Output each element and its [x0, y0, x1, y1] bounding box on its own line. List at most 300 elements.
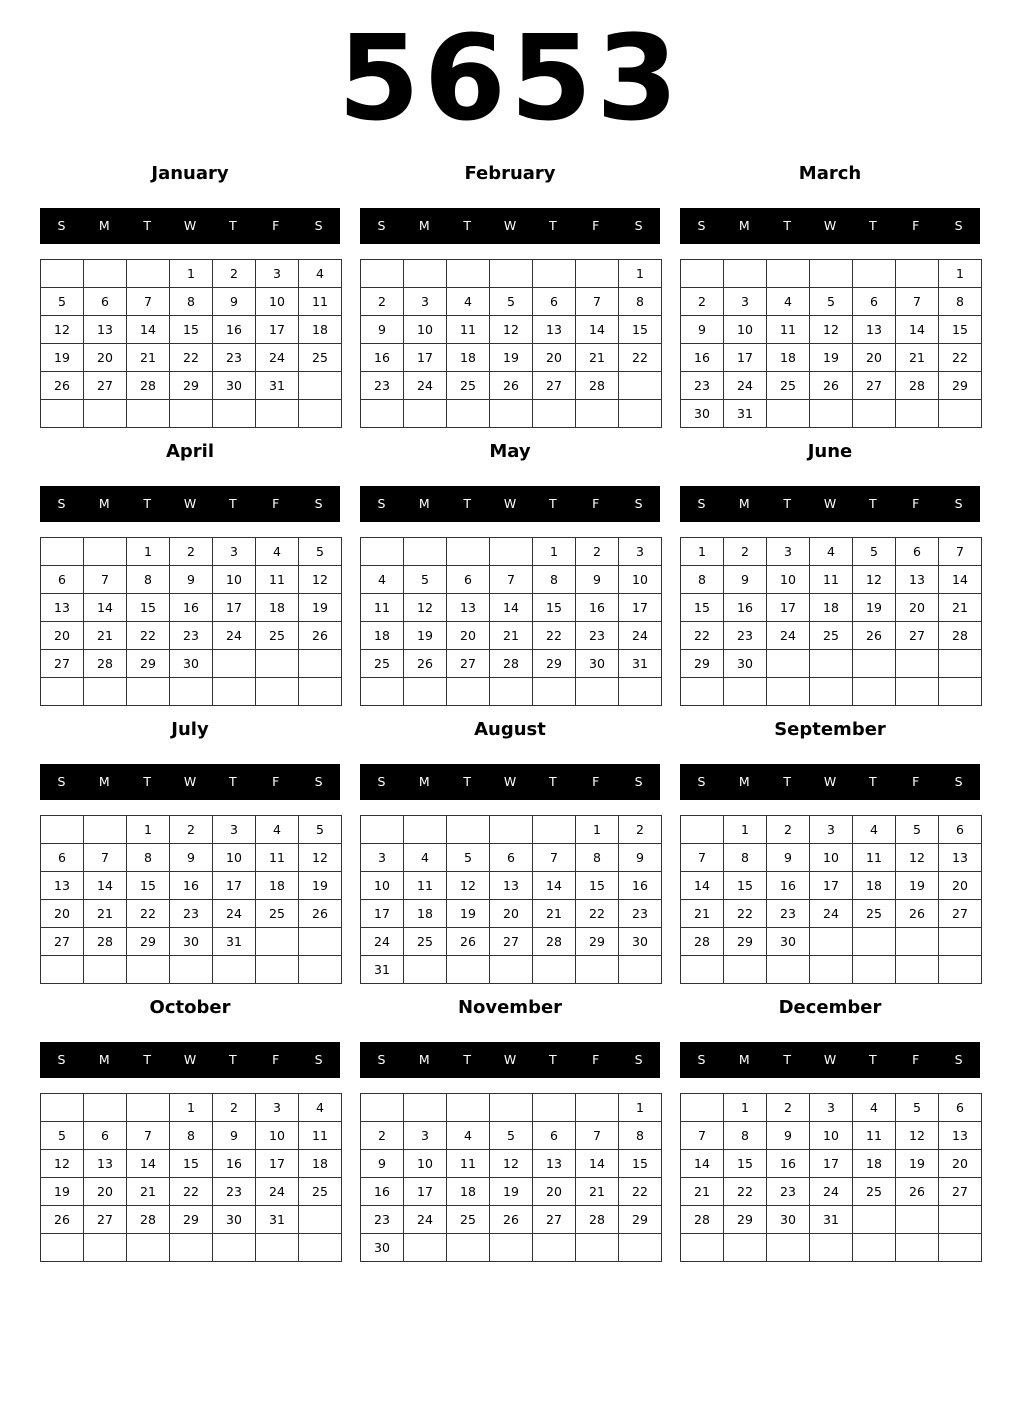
day-cell: 2 — [170, 816, 213, 844]
day-cell — [256, 1234, 299, 1262]
day-cell: 4 — [853, 1094, 896, 1122]
day-cell: 18 — [299, 316, 342, 344]
day-cell: 24 — [256, 344, 299, 372]
day-cell: 17 — [810, 872, 853, 900]
day-cell: 19 — [490, 1178, 533, 1206]
week-row — [681, 678, 982, 706]
week-row — [41, 844, 342, 872]
day-cell — [84, 400, 127, 428]
day-cell: 13 — [490, 872, 533, 900]
day-cell: 2 — [724, 538, 767, 566]
day-cell: 6 — [533, 288, 576, 316]
day-cell — [533, 260, 576, 288]
day-cell: 19 — [447, 900, 490, 928]
day-cell: 7 — [576, 1122, 619, 1150]
day-cell: 6 — [84, 288, 127, 316]
day-cell: 11 — [767, 316, 810, 344]
day-cell — [619, 372, 662, 400]
day-cell: 1 — [939, 260, 982, 288]
day-cell: 23 — [361, 1206, 404, 1234]
day-cell — [170, 1234, 213, 1262]
day-cell: 10 — [619, 566, 662, 594]
day-cell: 6 — [41, 844, 84, 872]
day-cell: 29 — [170, 1206, 213, 1234]
day-cell — [299, 400, 342, 428]
day-cell: 24 — [361, 928, 404, 956]
day-cell: 31 — [213, 928, 256, 956]
day-cell: 28 — [127, 372, 170, 400]
day-cell — [127, 1234, 170, 1262]
day-cell: 7 — [84, 566, 127, 594]
day-cell — [939, 928, 982, 956]
day-cell: 20 — [896, 594, 939, 622]
month-name: November — [457, 997, 563, 1018]
day-cell: 8 — [127, 566, 170, 594]
day-cell — [767, 956, 810, 984]
day-cell: 21 — [533, 900, 576, 928]
week-row — [361, 1206, 662, 1234]
year-title: 5653 — [337, 9, 683, 147]
day-cell: 11 — [256, 844, 299, 872]
day-cell — [810, 1234, 853, 1262]
day-cell: 11 — [361, 594, 404, 622]
week-row — [681, 1150, 982, 1178]
day-cell — [810, 678, 853, 706]
day-cell: 21 — [681, 1178, 724, 1206]
month-name: June — [807, 441, 853, 462]
week-row — [41, 400, 342, 428]
day-cell: 31 — [256, 372, 299, 400]
day-cell: 23 — [767, 900, 810, 928]
day-cell: 22 — [533, 622, 576, 650]
weekday-label: M — [738, 496, 750, 511]
day-cell — [84, 816, 127, 844]
day-cell — [681, 956, 724, 984]
week-row — [41, 956, 342, 984]
day-cell: 8 — [681, 566, 724, 594]
weekday-label: F — [592, 1052, 600, 1067]
day-cell: 5 — [490, 1122, 533, 1150]
day-cell: 26 — [853, 622, 896, 650]
day-cell: 18 — [361, 622, 404, 650]
day-cell: 27 — [490, 928, 533, 956]
day-cell: 1 — [127, 816, 170, 844]
week-row — [681, 900, 982, 928]
month-name: March — [798, 163, 862, 184]
week-row — [361, 288, 662, 316]
day-cell: 29 — [170, 372, 213, 400]
day-cell: 6 — [447, 566, 490, 594]
day-cell: 31 — [256, 1206, 299, 1234]
day-cell — [490, 1234, 533, 1262]
day-cell: 28 — [490, 650, 533, 678]
day-cell — [41, 260, 84, 288]
day-cell — [767, 1234, 810, 1262]
day-cell: 29 — [127, 928, 170, 956]
day-cell: 17 — [619, 594, 662, 622]
day-cell: 27 — [853, 372, 896, 400]
day-cell: 14 — [896, 316, 939, 344]
day-cell — [767, 260, 810, 288]
day-cell — [939, 1206, 982, 1234]
day-cell: 11 — [853, 844, 896, 872]
weekday-label: T — [549, 218, 557, 233]
day-cell — [41, 816, 84, 844]
month-may — [360, 436, 660, 706]
day-cell: 12 — [810, 316, 853, 344]
day-cell: 4 — [299, 260, 342, 288]
day-cell — [619, 956, 662, 984]
weekday-label: T — [463, 774, 471, 789]
day-cell: 21 — [490, 622, 533, 650]
day-cell: 15 — [127, 872, 170, 900]
month-april — [40, 436, 340, 706]
day-grid — [680, 815, 982, 984]
day-cell: 24 — [404, 372, 447, 400]
weekday-label: M — [98, 1052, 110, 1067]
day-cell — [767, 650, 810, 678]
day-cell: 15 — [724, 1150, 767, 1178]
weekday-header — [360, 764, 660, 800]
weekday-header — [360, 1042, 660, 1078]
day-cell: 14 — [939, 566, 982, 594]
month-name: April — [165, 441, 215, 462]
day-cell: 2 — [170, 538, 213, 566]
weekday-header — [40, 208, 340, 244]
month-june — [680, 436, 980, 706]
day-cell — [810, 928, 853, 956]
day-cell: 13 — [939, 1122, 982, 1150]
day-cell: 12 — [404, 594, 447, 622]
day-cell: 2 — [619, 816, 662, 844]
day-cell: 22 — [724, 1178, 767, 1206]
day-cell: 2 — [213, 1094, 256, 1122]
week-row — [681, 566, 982, 594]
week-row — [681, 1094, 982, 1122]
week-row — [681, 1206, 982, 1234]
week-row — [361, 928, 662, 956]
week-row — [361, 538, 662, 566]
weekday-label: T — [783, 496, 791, 511]
day-cell: 5 — [490, 288, 533, 316]
weekday-label: S — [954, 218, 963, 233]
day-cell: 20 — [939, 1150, 982, 1178]
day-cell — [767, 400, 810, 428]
day-cell: 25 — [404, 928, 447, 956]
day-cell: 7 — [681, 844, 724, 872]
week-row — [681, 844, 982, 872]
day-cell: 28 — [576, 372, 619, 400]
weekday-label: W — [823, 1052, 837, 1067]
day-grid — [680, 259, 982, 428]
day-cell — [256, 650, 299, 678]
day-cell — [361, 260, 404, 288]
month-name: August — [474, 719, 546, 740]
weekday-label: M — [418, 774, 430, 789]
day-cell: 17 — [361, 900, 404, 928]
day-cell: 23 — [619, 900, 662, 928]
day-cell: 3 — [213, 538, 256, 566]
weekday-label: W — [823, 496, 837, 511]
week-row — [681, 622, 982, 650]
day-cell: 14 — [681, 872, 724, 900]
weekday-label: W — [183, 218, 197, 233]
day-cell: 17 — [256, 316, 299, 344]
week-row — [361, 1178, 662, 1206]
weekday-label: F — [272, 1052, 280, 1067]
day-cell: 10 — [404, 316, 447, 344]
day-cell — [127, 400, 170, 428]
day-cell — [404, 260, 447, 288]
day-cell: 25 — [767, 372, 810, 400]
day-cell: 23 — [213, 1178, 256, 1206]
week-row — [681, 1122, 982, 1150]
day-cell: 7 — [681, 1122, 724, 1150]
day-cell — [896, 400, 939, 428]
weekday-label: T — [463, 1052, 471, 1067]
day-cell: 8 — [170, 1122, 213, 1150]
day-cell: 16 — [170, 594, 213, 622]
day-cell: 8 — [724, 844, 767, 872]
weekday-label: T — [229, 1052, 237, 1067]
day-cell: 21 — [939, 594, 982, 622]
day-cell — [404, 816, 447, 844]
week-row — [41, 316, 342, 344]
day-cell: 1 — [576, 816, 619, 844]
day-cell — [213, 956, 256, 984]
day-cell — [810, 400, 853, 428]
day-cell: 30 — [681, 400, 724, 428]
day-cell — [853, 260, 896, 288]
day-cell — [939, 956, 982, 984]
week-row — [361, 956, 662, 984]
day-cell — [213, 400, 256, 428]
day-cell: 22 — [619, 344, 662, 372]
week-row — [681, 650, 982, 678]
day-cell: 22 — [127, 900, 170, 928]
day-cell: 14 — [84, 594, 127, 622]
day-cell: 12 — [41, 1150, 84, 1178]
day-cell: 1 — [619, 260, 662, 288]
week-row — [41, 650, 342, 678]
day-cell — [84, 678, 127, 706]
day-cell — [213, 650, 256, 678]
day-cell — [490, 1094, 533, 1122]
day-cell: 28 — [681, 928, 724, 956]
day-cell — [724, 678, 767, 706]
day-cell: 26 — [299, 622, 342, 650]
week-row — [41, 1094, 342, 1122]
day-cell: 31 — [361, 956, 404, 984]
day-cell: 28 — [576, 1206, 619, 1234]
day-cell: 14 — [490, 594, 533, 622]
weekday-label: M — [418, 496, 430, 511]
day-cell: 19 — [853, 594, 896, 622]
day-cell: 8 — [619, 1122, 662, 1150]
weekday-label: T — [869, 1052, 877, 1067]
week-row — [361, 400, 662, 428]
day-cell: 16 — [576, 594, 619, 622]
day-cell — [84, 956, 127, 984]
weekday-label: S — [634, 218, 643, 233]
day-cell: 3 — [256, 1094, 299, 1122]
day-cell: 30 — [576, 650, 619, 678]
day-cell — [896, 1234, 939, 1262]
week-row — [41, 566, 342, 594]
week-row — [41, 678, 342, 706]
day-cell — [939, 1234, 982, 1262]
day-cell — [127, 956, 170, 984]
day-cell: 30 — [213, 372, 256, 400]
day-cell: 5 — [41, 288, 84, 316]
week-row — [361, 650, 662, 678]
day-cell: 11 — [404, 872, 447, 900]
month-name: May — [489, 441, 531, 462]
weekday-label: S — [377, 1052, 386, 1067]
day-cell: 15 — [576, 872, 619, 900]
day-cell: 17 — [810, 1150, 853, 1178]
day-cell — [299, 956, 342, 984]
weekday-label: W — [823, 218, 837, 233]
day-cell: 15 — [619, 316, 662, 344]
month-name: September — [774, 719, 886, 740]
day-cell: 5 — [404, 566, 447, 594]
day-cell: 19 — [490, 344, 533, 372]
day-cell: 14 — [127, 316, 170, 344]
day-cell — [361, 816, 404, 844]
day-grid — [360, 1093, 662, 1262]
day-cell: 23 — [681, 372, 724, 400]
day-cell: 18 — [256, 872, 299, 900]
day-cell: 13 — [896, 566, 939, 594]
day-cell: 18 — [404, 900, 447, 928]
day-cell: 19 — [896, 872, 939, 900]
day-cell: 3 — [404, 1122, 447, 1150]
day-cell — [361, 538, 404, 566]
day-cell: 28 — [939, 622, 982, 650]
day-cell: 13 — [447, 594, 490, 622]
weekday-label: T — [549, 774, 557, 789]
weekday-label: F — [592, 774, 600, 789]
day-cell: 16 — [724, 594, 767, 622]
day-cell: 4 — [256, 816, 299, 844]
day-cell — [127, 1094, 170, 1122]
day-cell: 23 — [213, 344, 256, 372]
weekday-label: T — [869, 496, 877, 511]
day-cell: 10 — [213, 844, 256, 872]
day-cell: 20 — [84, 1178, 127, 1206]
day-cell: 16 — [213, 316, 256, 344]
week-row — [681, 956, 982, 984]
day-cell: 28 — [84, 650, 127, 678]
week-row — [41, 260, 342, 288]
day-cell — [576, 1094, 619, 1122]
day-cell: 6 — [533, 1122, 576, 1150]
day-cell: 24 — [767, 622, 810, 650]
day-cell: 25 — [853, 900, 896, 928]
day-cell: 22 — [619, 1178, 662, 1206]
day-cell: 25 — [299, 344, 342, 372]
day-cell: 13 — [84, 1150, 127, 1178]
week-row — [361, 260, 662, 288]
weekday-label: F — [272, 496, 280, 511]
weekday-label: S — [377, 496, 386, 511]
day-cell: 16 — [170, 872, 213, 900]
weekday-label: F — [592, 218, 600, 233]
day-cell: 27 — [533, 1206, 576, 1234]
day-cell — [724, 956, 767, 984]
day-cell: 18 — [447, 344, 490, 372]
week-row — [41, 872, 342, 900]
weekday-label: F — [912, 1052, 920, 1067]
day-cell: 26 — [41, 1206, 84, 1234]
weekday-label: S — [377, 218, 386, 233]
weekday-label: S — [697, 496, 706, 511]
day-cell — [447, 1094, 490, 1122]
day-cell: 5 — [299, 538, 342, 566]
day-cell: 28 — [533, 928, 576, 956]
day-cell — [447, 260, 490, 288]
day-cell: 19 — [299, 872, 342, 900]
weekday-label: S — [57, 496, 66, 511]
weekday-label: W — [823, 774, 837, 789]
day-cell: 31 — [810, 1206, 853, 1234]
day-cell — [576, 260, 619, 288]
day-cell: 11 — [299, 288, 342, 316]
day-cell: 7 — [896, 288, 939, 316]
weekday-label: T — [143, 774, 151, 789]
day-cell: 21 — [576, 344, 619, 372]
day-cell: 10 — [724, 316, 767, 344]
day-cell: 2 — [681, 288, 724, 316]
day-cell: 2 — [361, 288, 404, 316]
week-row — [361, 622, 662, 650]
day-grid — [680, 1093, 982, 1262]
day-cell: 24 — [810, 900, 853, 928]
month-name: July — [171, 719, 209, 740]
day-cell — [576, 400, 619, 428]
day-cell — [127, 260, 170, 288]
day-cell — [41, 956, 84, 984]
day-cell: 24 — [619, 622, 662, 650]
day-cell: 30 — [767, 1206, 810, 1234]
weekday-label: T — [463, 218, 471, 233]
month-november — [360, 992, 660, 1262]
day-cell: 4 — [810, 538, 853, 566]
day-cell: 1 — [619, 1094, 662, 1122]
day-cell: 19 — [896, 1150, 939, 1178]
day-cell: 12 — [41, 316, 84, 344]
day-grid — [680, 537, 982, 706]
day-cell: 17 — [256, 1150, 299, 1178]
week-row — [681, 260, 982, 288]
week-row — [681, 816, 982, 844]
day-cell: 4 — [853, 816, 896, 844]
day-cell — [170, 678, 213, 706]
day-cell: 25 — [447, 1206, 490, 1234]
day-cell: 17 — [404, 344, 447, 372]
week-row — [361, 344, 662, 372]
weekday-label: T — [869, 774, 877, 789]
day-cell — [681, 1094, 724, 1122]
week-row — [361, 1122, 662, 1150]
day-cell — [576, 1234, 619, 1262]
day-cell — [299, 928, 342, 956]
day-cell — [404, 678, 447, 706]
day-cell — [939, 678, 982, 706]
day-cell — [896, 678, 939, 706]
day-cell — [256, 400, 299, 428]
